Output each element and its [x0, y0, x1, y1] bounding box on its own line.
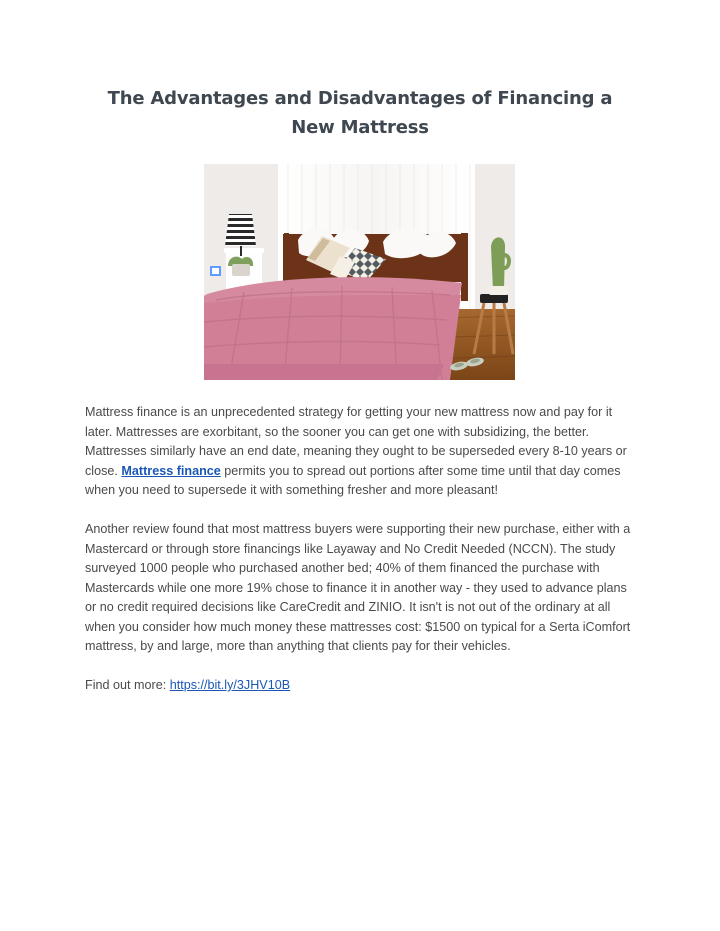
- article-body: [85, 403, 637, 715]
- page-title: The Advantages and Disadvantages of Financing a New Mattress: [107, 88, 613, 138]
- intro-text-after: permits you to spread out portions after some time until that day comes when you need to supersede it with something fresher and more pleasant!: [85, 463, 621, 497]
- find-out-more-label: Find out more:: [85, 678, 170, 692]
- intro-paragraph: [85, 403, 637, 501]
- bedroom-photo: [204, 164, 515, 380]
- source-link[interactable]: https://bit.ly/3JHV10B: [169, 678, 291, 692]
- intro-text-before: Mattress finance is an unprecedented strategy for getting your new mattress now and pay for it later. Mattresses are exorbitant, so the sooner you can get one with subsidizing, the better. Mattresses similarly have an end date, meaning they ought to be superseded every 8-10 years or close.: [85, 405, 627, 478]
- study-paragraph: Another review found that most mattress buyers were supporting their new purchase, either with a Mastercard or through store financings like Layaway and No Credit Needed (NCCN). The study surveyed 1000 people who purchased another bed; 40% of them financed the purchase with Mastercards while one more 19% chose to finance it in another way - they used to advance plans or no credit required decisions like CareCredit and ZINIO. It isn't is not out of the ordinary at all when you consider how much money these mattresses cost: $1500 on typical for a Serta iComfort mattress, by and large, more than anything that clients pay for their vehicles.: [85, 522, 631, 653]
- mattress-finance-link[interactable]: Mattress finance: [121, 463, 221, 478]
- footer-paragraph: [85, 676, 637, 696]
